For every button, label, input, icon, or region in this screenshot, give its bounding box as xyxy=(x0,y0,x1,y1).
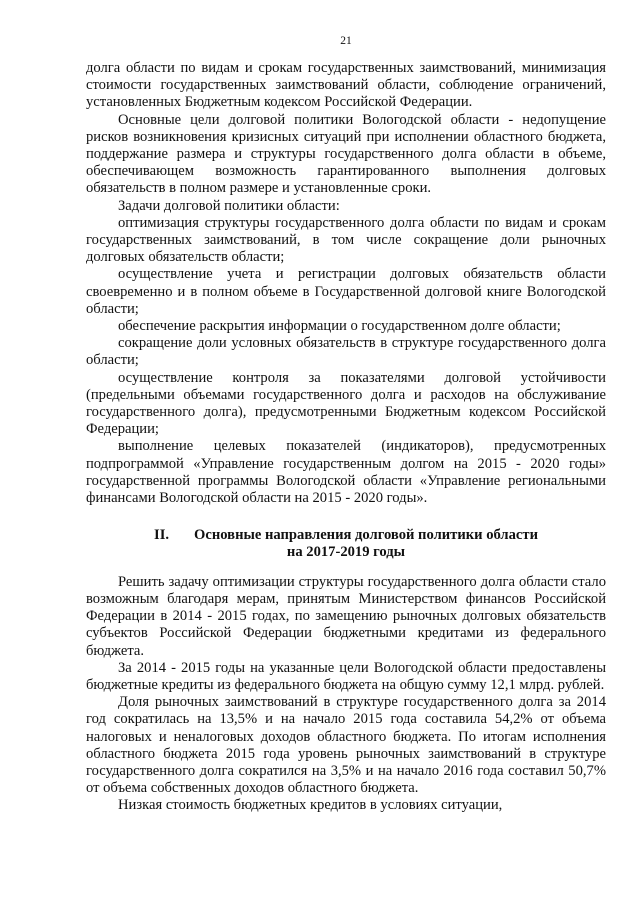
section-number: II. xyxy=(154,527,170,544)
document-body xyxy=(86,60,606,815)
paragraph: обеспечение раскрытия информации о государственном долге области; xyxy=(118,318,561,335)
paragraph: осуществление учета и регистрации долговых обязательств области своевременно и в полном объеме в Государственной долговой книге Вологодской области; xyxy=(86,266,606,317)
paragraph: долга области по видам и срокам государственных заимствований, минимизация стоимости государственных заимствований области, соблюдение ограничений, установленных Бюджетным кодексом Российской Федерации. xyxy=(86,60,606,111)
paragraph: Основные цели долговой политики Вологодской области - недопущение рисков возникновения кризисных ситуаций при исполнении областного бюджета, поддержание размера и структуры государственного долга области в объеме, обеспечивающем возможность гарантированного выполнения долговых обязательств в полном размере и установленные сроки. xyxy=(86,111,606,197)
section-title-line2: на 2017-2019 годы xyxy=(286,544,406,561)
paragraph: Низкая стоимость бюджетных кредитов в условиях ситуации, xyxy=(118,797,503,814)
paragraphs-bottom xyxy=(86,574,606,815)
section-title-line1: Основные направления долговой политики области xyxy=(194,527,538,544)
section-heading xyxy=(86,527,606,561)
paragraph: Решить задачу оптимизации структуры государственного долга области стало возможным благодаря мерам, принятым Министерством финансов Российской Федерации в 2014 - 2015 годах, по замещению рыночных долговых обязательств субъектов Российской Федерации бюджетными кредитами из федерального бюджета. xyxy=(86,573,606,659)
paragraph: выполнение целевых показателей (индикаторов), предусмотренных подпрограммой «Управление государственным долгом на 2015 - 2020 годы» государственной программы Вологодской области «Управление региональными финансами Вологодской области на 2015 - 2020 годы». xyxy=(86,438,606,507)
paragraph: Доля рыночных заимствований в структуре государственного долга за 2014 год сократилась на 13,5% и на начало 2015 года составила 54,2% от объема налоговых и неналоговых доходов областного бюджета. По итогам исполнения областного бюджета 2015 года уровень рыночных заимствований в структуре государственного долга сократился на 3,5% и на начало 2016 года составил 50,7% от объема собственных доходов областного бюджета. xyxy=(86,694,606,797)
paragraph: За 2014 - 2015 годы на указанные цели Вологодской области предоставлены бюджетные кредиты из федерального бюджета на общую сумму 12,1 млрд. рублей. xyxy=(86,659,606,693)
paragraph: оптимизация структуры государственного долга области по видам и срокам государственных заимствований, в том числе сокращение доли рыночных долговых обязательств области; xyxy=(86,214,606,266)
page-number: 21 xyxy=(340,35,352,47)
paragraph: осуществление контроля за показателями долговой устойчивости (предельными объемами государственного долга и расходов на обслуживание государственного долга), предусмотренными Бюджетным кодексом Российской Федерации; xyxy=(86,369,606,438)
paragraph: сокращение доли условных обязательств в структуре государственного долга области; xyxy=(86,335,606,369)
paragraph: Задачи долговой политики области: xyxy=(118,197,340,214)
paragraphs-top xyxy=(86,60,606,507)
document-page xyxy=(86,0,606,905)
